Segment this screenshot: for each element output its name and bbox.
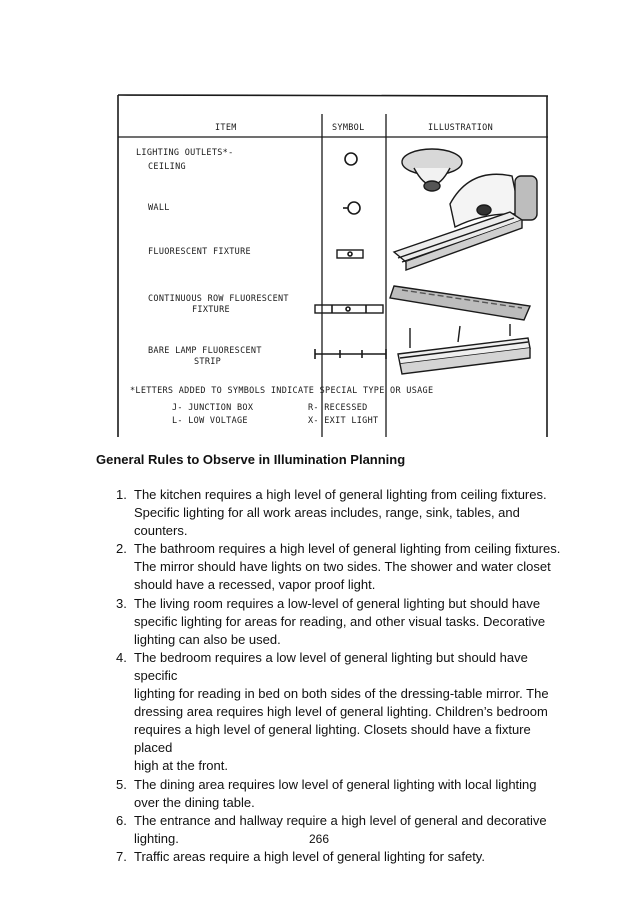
- list-line: high at the front.: [134, 758, 228, 774]
- item-label: CONTINUOUS ROW FLUORESCENT: [148, 294, 289, 304]
- list-line: lighting can also be used.: [134, 631, 281, 647]
- list-item: [96, 540, 566, 594]
- list-line: should have a recessed, vapor proof light.: [134, 577, 376, 593]
- list-line: requires a high level of general lighting. Closets should have a fixture placed: [134, 722, 531, 756]
- list-item: [96, 776, 566, 812]
- list-line: dressing area requires high level of general lighting. Children’s bedroom: [134, 704, 548, 720]
- item-label: CEILING: [148, 162, 186, 172]
- item-label: WALL: [148, 203, 170, 213]
- rules-list: [96, 486, 566, 866]
- list-number: 1.: [116, 487, 127, 502]
- list-item: [96, 595, 566, 649]
- list-number: 2.: [116, 541, 127, 557]
- code-junction-box: J- JUNCTION BOX: [172, 403, 254, 413]
- bare-lamp-illustration: [398, 324, 530, 374]
- header-symbol: SYMBOL: [332, 123, 365, 133]
- code-recessed: R- RECESSED: [308, 403, 368, 413]
- item-label: BARE LAMP FLUORESCENT: [148, 346, 262, 356]
- ceiling-fixture-illustration: [402, 149, 462, 191]
- lighting-symbols-figure: [110, 92, 552, 440]
- section-heading: General Rules to Observe in Illumination Planning: [96, 452, 406, 467]
- list-line: over the dining table.: [134, 794, 255, 810]
- code-low-voltage: L- LOW VOLTAGE: [172, 416, 248, 426]
- list-number: 3.: [116, 595, 127, 611]
- item-label: LIGHTING OUTLETS*-: [136, 148, 234, 158]
- list-line: The kitchen requires a high level of general lighting from ceiling fixtures.: [134, 487, 547, 502]
- list-item: [96, 486, 566, 540]
- list-line: specific lighting for areas for reading, and other visual tasks. Decorative: [134, 613, 546, 629]
- list-line: The living room requires a low-level of general lighting but should have: [134, 595, 541, 611]
- list-item: [96, 649, 566, 776]
- item-label: FIXTURE: [192, 305, 230, 315]
- code-exit-light: X- EXIT LIGHT: [308, 416, 379, 426]
- list-number: 5.: [116, 776, 127, 792]
- list-line: counters.: [134, 523, 188, 539]
- header-illustration: ILLUSTRATION: [428, 123, 494, 133]
- list-line: The dining area requires low level of general lighting with local lighting: [134, 776, 537, 792]
- list-item: [96, 848, 566, 866]
- list-line: The mirror should have lights on two sides. The shower and water closet: [134, 559, 551, 575]
- item-label: STRIP: [194, 357, 222, 367]
- list-number: 6.: [116, 812, 127, 828]
- row-fluorescent-illustration: [390, 286, 530, 320]
- ceiling-symbol: [345, 153, 357, 165]
- header-item: ITEM: [215, 123, 237, 133]
- list-line: lighting for reading in bed on both sides of the dressing-table mirror. The: [134, 686, 549, 702]
- fluorescent-symbol-dot: [348, 252, 352, 256]
- wall-symbol: [348, 202, 360, 214]
- list-line: The bedroom requires a low level of general lighting but should have specific: [134, 649, 528, 683]
- footnote: *LETTERS ADDED TO SYMBOLS INDICATE SPECIAL TYPE OR USAGE: [130, 386, 434, 396]
- list-line: The entrance and hallway require a high level of general and decorative: [134, 812, 547, 828]
- row-symbol-dot: [346, 307, 350, 311]
- list-line: lighting.: [134, 830, 179, 846]
- list-line: Traffic areas require a high level of general lighting for safety.: [134, 848, 485, 864]
- list-number: 7.: [116, 848, 127, 864]
- list-line: The bathroom requires a high level of general lighting from ceiling fixtures.: [134, 541, 561, 557]
- frame-top-line: [118, 95, 548, 96]
- list-line: Specific lighting for all work areas includes, range, sink, tables, and: [134, 505, 520, 521]
- row-symbol: [315, 305, 383, 313]
- page-number: 266: [308, 832, 330, 846]
- list-number: 4.: [116, 649, 127, 665]
- item-label: FLUORESCENT FIXTURE: [148, 247, 251, 257]
